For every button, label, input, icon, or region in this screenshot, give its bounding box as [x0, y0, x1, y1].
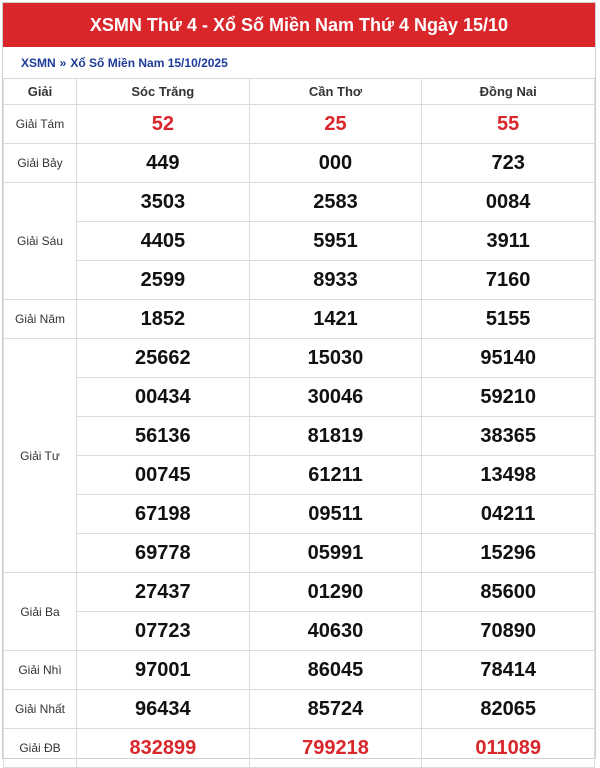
result-number: 82065 — [422, 690, 595, 729]
result-number: 59210 — [422, 378, 595, 417]
result-number: 30046 — [249, 378, 422, 417]
result-number: 01290 — [249, 573, 422, 612]
result-number: 85724 — [249, 690, 422, 729]
table-row — [4, 612, 595, 651]
result-number: 00434 — [77, 378, 250, 417]
prize-label: Giải Nhì — [4, 651, 77, 690]
result-number: 56136 — [77, 417, 250, 456]
table-row — [4, 222, 595, 261]
result-number: 69778 — [77, 534, 250, 573]
result-number: 2583 — [249, 183, 422, 222]
result-number: 25 — [249, 105, 422, 144]
result-number: 07723 — [77, 612, 250, 651]
result-number: 000 — [249, 144, 422, 183]
special-prize-number: 011089 — [422, 729, 595, 768]
breadcrumb-root-link[interactable]: XSMN — [21, 55, 56, 70]
table-row — [4, 378, 595, 417]
result-number: 70890 — [422, 612, 595, 651]
table-row — [4, 651, 595, 690]
result-number: 61211 — [249, 456, 422, 495]
result-number: 95140 — [422, 339, 595, 378]
breadcrumb-current-link[interactable]: Xổ Số Miền Nam 15/10/2025 — [70, 55, 228, 70]
table-row — [4, 300, 595, 339]
result-number: 15030 — [249, 339, 422, 378]
table-header-row — [4, 79, 595, 105]
result-number: 52 — [77, 105, 250, 144]
result-number: 09511 — [249, 495, 422, 534]
result-number: 04211 — [422, 495, 595, 534]
table-row — [4, 105, 595, 144]
column-header-province[interactable]: Đồng Nai — [422, 79, 595, 105]
table-row — [4, 144, 595, 183]
prize-label: Giải Nhất — [4, 690, 77, 729]
result-number: 4405 — [77, 222, 250, 261]
result-number: 55 — [422, 105, 595, 144]
page-title: XSMN Thứ 4 - Xổ Số Miền Nam Thứ 4 Ngày 15/10 — [3, 3, 595, 47]
table-row — [4, 729, 595, 768]
result-number: 15296 — [422, 534, 595, 573]
result-number: 8933 — [249, 261, 422, 300]
result-number: 85600 — [422, 573, 595, 612]
breadcrumb — [3, 47, 595, 79]
result-number: 67198 — [77, 495, 250, 534]
table-row — [4, 339, 595, 378]
result-number: 7160 — [422, 261, 595, 300]
result-number: 723 — [422, 144, 595, 183]
column-header-province[interactable]: Cần Thơ — [249, 79, 422, 105]
table-row — [4, 183, 595, 222]
prize-label: Giải Tám — [4, 105, 77, 144]
table-row — [4, 456, 595, 495]
result-number: 1852 — [77, 300, 250, 339]
result-number: 449 — [77, 144, 250, 183]
prize-label: Giải Năm — [4, 300, 77, 339]
prize-label: Giải Bảy — [4, 144, 77, 183]
result-number: 05991 — [249, 534, 422, 573]
results-panel — [2, 2, 596, 759]
result-number: 81819 — [249, 417, 422, 456]
result-number: 86045 — [249, 651, 422, 690]
result-number: 25662 — [77, 339, 250, 378]
results-table — [3, 79, 595, 768]
special-prize-number: 832899 — [77, 729, 250, 768]
result-number: 13498 — [422, 456, 595, 495]
table-row — [4, 417, 595, 456]
result-number: 27437 — [77, 573, 250, 612]
breadcrumb-separator: » — [59, 55, 67, 70]
result-number: 40630 — [249, 612, 422, 651]
result-number: 97001 — [77, 651, 250, 690]
result-number: 2599 — [77, 261, 250, 300]
result-number: 3911 — [422, 222, 595, 261]
special-prize-number: 799218 — [249, 729, 422, 768]
result-number: 1421 — [249, 300, 422, 339]
result-number: 3503 — [77, 183, 250, 222]
result-number: 38365 — [422, 417, 595, 456]
result-number: 00745 — [77, 456, 250, 495]
prize-label: Giải ĐB — [4, 729, 77, 768]
result-number: 5951 — [249, 222, 422, 261]
prize-label: Giải Sáu — [4, 183, 77, 300]
table-row — [4, 534, 595, 573]
result-number: 78414 — [422, 651, 595, 690]
table-row — [4, 573, 595, 612]
prize-label: Giải Ba — [4, 573, 77, 651]
result-number: 96434 — [77, 690, 250, 729]
column-header-province[interactable]: Sóc Trăng — [77, 79, 250, 105]
table-row — [4, 690, 595, 729]
table-row — [4, 495, 595, 534]
prize-label: Giải Tư — [4, 339, 77, 573]
result-number: 5155 — [422, 300, 595, 339]
table-row — [4, 261, 595, 300]
column-header-prize: Giải — [4, 79, 77, 105]
result-number: 0084 — [422, 183, 595, 222]
